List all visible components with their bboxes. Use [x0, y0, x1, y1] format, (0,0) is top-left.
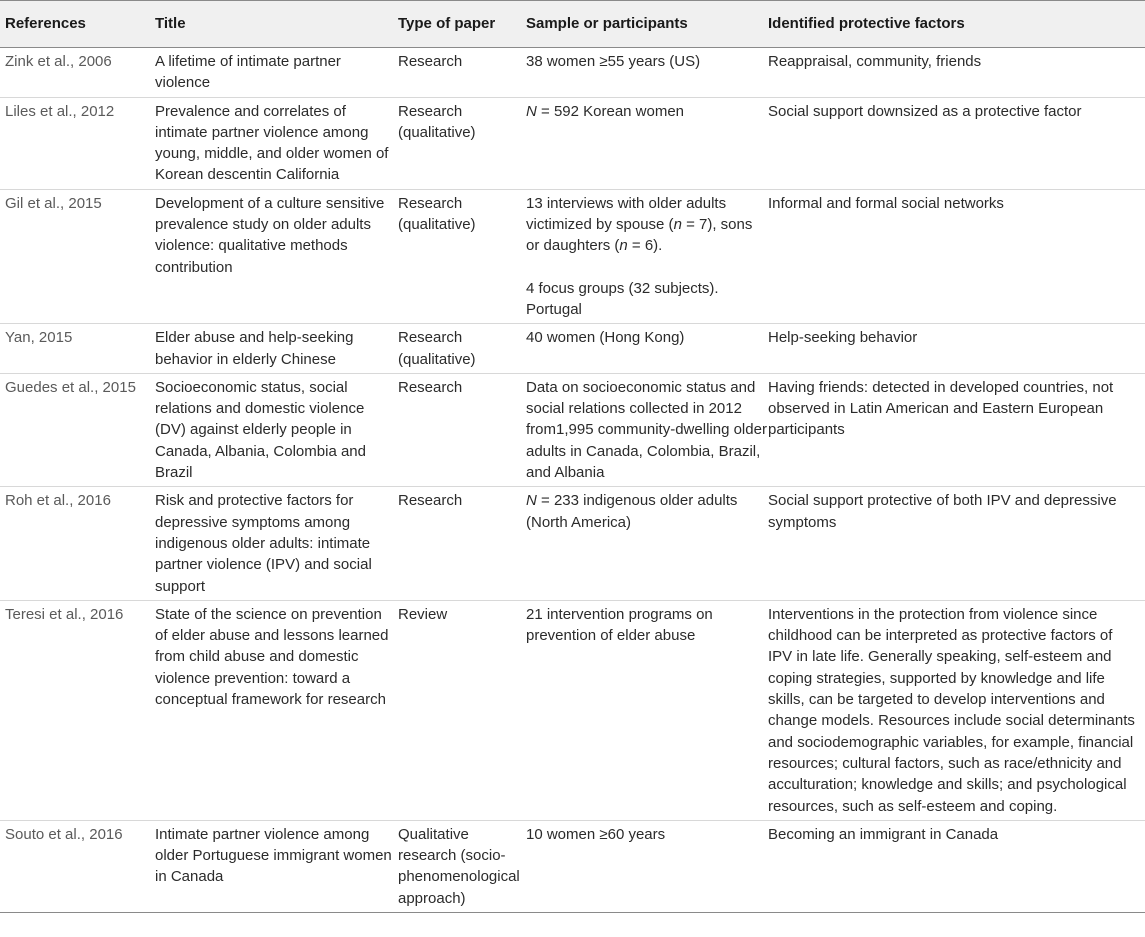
- cell-reference: Souto et al., 2016: [0, 820, 155, 912]
- table-row: [0, 600, 1145, 820]
- cell-type: Research (qualitative): [398, 189, 526, 323]
- cell-sample: [526, 600, 768, 820]
- cell-title: Intimate partner violence among older Portuguese immigrant women in Canada: [155, 820, 398, 912]
- cell-protective-factors: Informal and formal social networks: [768, 189, 1145, 323]
- table-row: [0, 487, 1145, 600]
- cell-type: Research (qualitative): [398, 324, 526, 374]
- table-row: [0, 189, 1145, 323]
- header-references: References: [0, 1, 155, 48]
- cell-protective-factors: Social support protective of both IPV and depressive symptoms: [768, 487, 1145, 600]
- sample-paragraph: 4 focus groups (32 subjects). Portugal: [526, 279, 719, 318]
- cell-reference: Guedes et al., 2015: [0, 373, 155, 486]
- cell-type: Research: [398, 487, 526, 600]
- cell-type: Research (qualitative): [398, 97, 526, 189]
- cell-sample: [526, 820, 768, 912]
- cell-title: Elder abuse and help-seeking behavior in elderly Chinese: [155, 324, 398, 374]
- table-row: [0, 97, 1145, 189]
- cell-reference: Teresi et al., 2016: [0, 600, 155, 820]
- cell-title: Risk and protective factors for depressive symptoms among indigenous older adults: intimate partner violence (IPV) and social support: [155, 487, 398, 600]
- cell-sample: [526, 97, 768, 189]
- paragraph-gap: [526, 257, 768, 278]
- cell-reference: Roh et al., 2016: [0, 487, 155, 600]
- cell-reference: Gil et al., 2015: [0, 189, 155, 323]
- cell-sample: [526, 48, 768, 98]
- header-type: Type of paper: [398, 1, 526, 48]
- cell-reference: Zink et al., 2006: [0, 48, 155, 98]
- cell-title: Development of a culture sensitive prevalence study on older adults violence: qualitative methods contribution: [155, 189, 398, 323]
- sample-paragraph: 40 women (Hong Kong): [526, 329, 685, 347]
- cell-sample: [526, 373, 768, 486]
- cell-sample: [526, 189, 768, 323]
- header-title: Title: [155, 1, 398, 48]
- cell-sample: [526, 324, 768, 374]
- table-header: [0, 1, 1145, 48]
- cell-title: Socioeconomic status, social relations and domestic violence (DV) against elderly people in Canada, Albania, Colombia and Brazil: [155, 373, 398, 486]
- cell-type: Research: [398, 373, 526, 486]
- table-row: [0, 373, 1145, 486]
- cell-protective-factors: Social support downsized as a protective factor: [768, 97, 1145, 189]
- cell-type: Review: [398, 600, 526, 820]
- cell-type: Qualitative research (socio-phenomenological approach): [398, 820, 526, 912]
- cell-title: A lifetime of intimate partner violence: [155, 48, 398, 98]
- cell-title: State of the science on prevention of elder abuse and lessons learned from child abuse and domestic violence prevention: toward a conceptual framework for research: [155, 600, 398, 820]
- cell-protective-factors: Interventions in the protection from violence since childhood can be interpreted as protective factors of IPV in late life. Generally speaking, self-esteem and coping strategies, supported by knowledge and life skills, can be targeted to develop interventions and change models. Resources include social determinants and sociodemographic variables, for example, financial resources; cultural factors, such as race/ethnicity and acculturation; knowledge and skills; and psychological resources, such as self-esteem and coping.: [768, 600, 1145, 820]
- header-factors: Identified protective factors: [768, 1, 1145, 48]
- cell-reference: Yan, 2015: [0, 324, 155, 374]
- cell-protective-factors: Having friends: detected in developed countries, not observed in Latin American and Eastern European participants: [768, 373, 1145, 486]
- cell-protective-factors: Help-seeking behavior: [768, 324, 1145, 374]
- cell-type: Research: [398, 48, 526, 98]
- table-row: [0, 48, 1145, 98]
- sample-paragraph: N = 233 indigenous older adults (North America): [526, 492, 738, 531]
- cell-sample: [526, 487, 768, 600]
- header-sample: Sample or participants: [526, 1, 768, 48]
- cell-title: Prevalence and correlates of intimate partner violence among young, middle, and older women of Korean descentin California: [155, 97, 398, 189]
- cell-protective-factors: Reappraisal, community, friends: [768, 48, 1145, 98]
- sample-paragraph: N = 592 Korean women: [526, 102, 685, 120]
- sample-paragraph: 38 women ≥55 years (US): [526, 53, 701, 70]
- sample-paragraph: 21 intervention programs on prevention of elder abuse: [526, 605, 713, 645]
- sample-paragraph: Data on socioeconomic status and social relations collected in 2012 from1,995 community-dwelling older adults in Canada, Colombia, Brazil, and Albania: [526, 378, 767, 482]
- header-row: [0, 1, 1145, 48]
- cell-reference: Liles et al., 2012: [0, 97, 155, 189]
- table-row: [0, 324, 1145, 374]
- table-row: [0, 820, 1145, 912]
- sample-paragraph: 13 interviews with older adults victimized by spouse (n = 7), sons or daughters (n = 6).: [526, 194, 753, 255]
- cell-protective-factors: Becoming an immigrant in Canada: [768, 820, 1145, 912]
- sample-paragraph: 10 women ≥60 years: [526, 825, 666, 843]
- table-body: [0, 48, 1145, 913]
